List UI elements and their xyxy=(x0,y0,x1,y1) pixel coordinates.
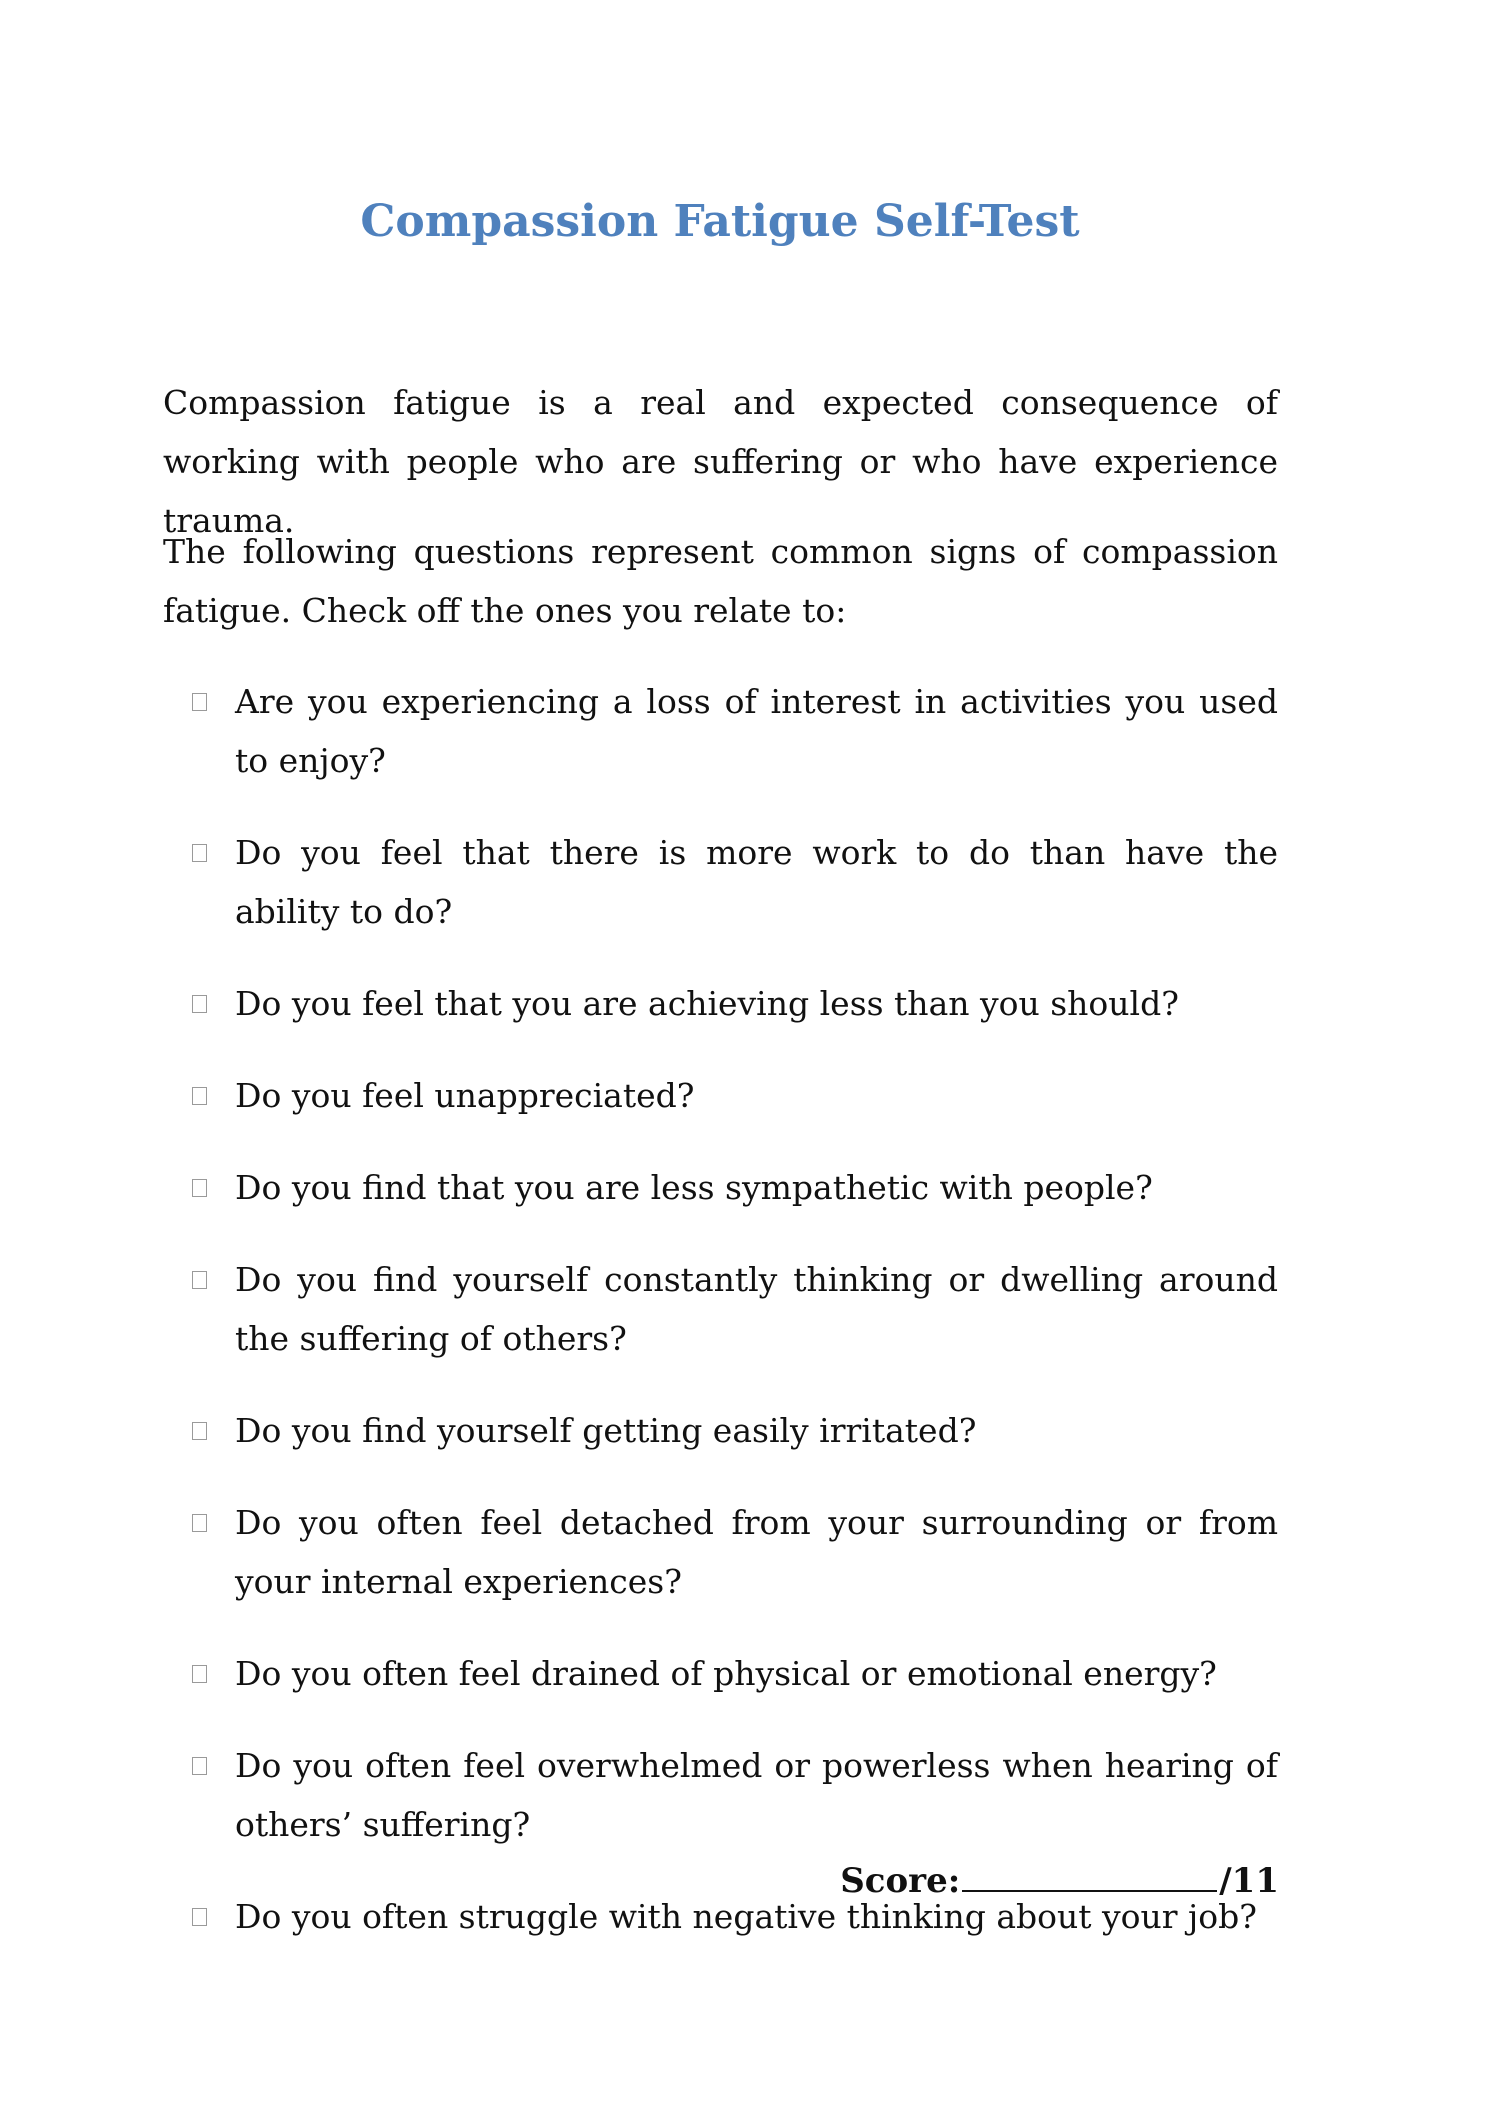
checkbox[interactable] xyxy=(192,1757,207,1775)
checkbox[interactable] xyxy=(192,995,207,1013)
checkbox[interactable] xyxy=(192,1665,207,1683)
checklist-item xyxy=(163,974,1278,1033)
question-text: Do you feel that there is more work to do than have the ability to do? xyxy=(235,833,1278,931)
score-label: Score: xyxy=(840,1861,961,1901)
checkbox[interactable] xyxy=(192,844,207,862)
question-text: Do you find yourself constantly thinking or dwelling around the suffering of others? xyxy=(235,1260,1278,1358)
checkbox[interactable] xyxy=(192,1271,207,1289)
checklist-item xyxy=(163,1493,1278,1611)
question-checklist xyxy=(163,672,1278,1979)
checklist-item xyxy=(163,672,1278,790)
checklist-item xyxy=(163,1736,1278,1854)
score-line xyxy=(840,1860,1279,1901)
checkbox[interactable] xyxy=(192,1514,207,1532)
checkbox[interactable] xyxy=(192,1422,207,1440)
checkbox[interactable] xyxy=(192,1087,207,1105)
question-text: Do you feel unappreciated? xyxy=(235,1076,695,1115)
instructions-paragraph: The following questions represent common signs of compassion fatigue. Check off the ones you relate to: xyxy=(163,532,1278,630)
question-text: Do you feel that you are achieving less than you should? xyxy=(235,984,1179,1023)
score-blank[interactable] xyxy=(962,1860,1217,1892)
question-text: Are you experiencing a loss of interest in activities you used to enjoy? xyxy=(235,682,1278,780)
checkbox[interactable] xyxy=(192,693,207,711)
checklist-item xyxy=(163,1250,1278,1368)
page-title: Compassion Fatigue Self-Test xyxy=(360,196,1080,247)
checkbox[interactable] xyxy=(192,1908,207,1926)
checklist-item xyxy=(163,1401,1278,1460)
question-text: Do you often feel detached from your surrounding or from your internal experiences? xyxy=(235,1503,1278,1601)
intro-paragraph: Compassion fatigue is a real and expected consequence of working with people who are suffering or who have experience trauma. xyxy=(163,383,1278,540)
question-text: Do you often feel drained of physical or emotional energy? xyxy=(235,1654,1217,1693)
checkbox[interactable] xyxy=(192,1179,207,1197)
checklist-item xyxy=(163,1066,1278,1125)
question-text: Do you find that you are less sympathetic with people? xyxy=(235,1168,1153,1207)
question-text: Do you find yourself getting easily irritated? xyxy=(235,1411,977,1450)
question-text: Do you often feel overwhelmed or powerless when hearing of others’ suffering? xyxy=(235,1746,1278,1844)
checklist-item xyxy=(163,823,1278,941)
question-text: Do you often struggle with negative thinking about your job? xyxy=(235,1897,1257,1936)
checklist-item xyxy=(163,1644,1278,1703)
score-total: /11 xyxy=(1219,1861,1279,1901)
checklist-item xyxy=(163,1158,1278,1217)
